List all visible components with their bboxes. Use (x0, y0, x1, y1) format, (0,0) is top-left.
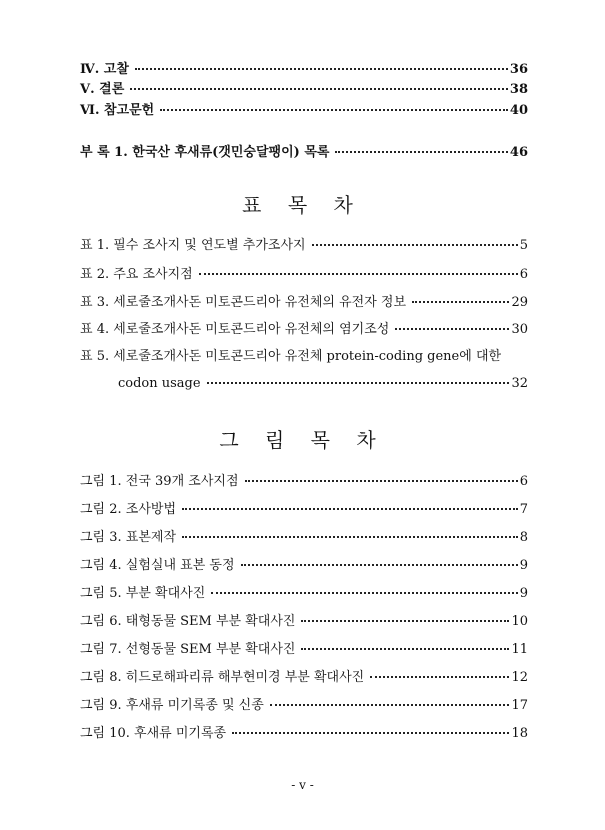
dot-leader (160, 109, 508, 111)
toc-entry-discussion[interactable] (80, 62, 528, 78)
dot-leader (232, 732, 509, 734)
dot-leader (130, 88, 508, 90)
toc-entry-label: 그림 2. 조사방법 (80, 502, 177, 517)
toc-entry-page: 32 (511, 376, 528, 391)
tables-section-title: 표 목 차 (242, 193, 363, 217)
dot-leader (199, 273, 518, 275)
dot-leader (412, 301, 509, 303)
page-number-footer: - v - (291, 778, 314, 792)
toc-entry-page: 17 (511, 698, 528, 713)
toc-entry-label: 그림 9. 후새류 미기록종 및 신종 (80, 698, 264, 713)
toc-entry-page: 9 (519, 586, 528, 601)
toc-entry-page: 40 (509, 103, 528, 118)
figures-section-title: 그 림 목 차 (219, 428, 386, 452)
toc-entry-figure-8[interactable] (80, 670, 528, 686)
dot-leader (182, 508, 518, 510)
dot-leader (335, 151, 507, 153)
toc-entry-figure-5[interactable] (80, 586, 528, 602)
dot-leader (182, 536, 518, 538)
toc-entry-figure-4[interactable] (80, 558, 528, 574)
toc-entry-page: 11 (511, 642, 528, 657)
toc-entry-page: 10 (511, 614, 528, 629)
toc-entry-figure-7[interactable] (80, 642, 528, 658)
toc-entry-label: 그림 4. 실험실내 표본 동정 (80, 558, 235, 573)
toc-entry-label: 그림 3. 표본제작 (80, 530, 177, 545)
toc-entry-page: 46 (509, 145, 528, 160)
toc-entry-label: codon usage (118, 376, 201, 391)
dot-leader (270, 704, 510, 706)
toc-entry-label: 그림 8. 히드로해파리류 해부현미경 부분 확대사진 (80, 670, 365, 685)
toc-entry-table-5-line1[interactable]: 표 5. 세로줄조개사돈 미토콘드리아 유전체 protein-coding gene에 대한 (80, 349, 502, 364)
dot-leader (312, 244, 518, 246)
toc-entry-label: 표 2. 주요 조사지점 (80, 267, 193, 282)
toc-entry-page: 18 (511, 726, 528, 741)
toc-entry-table-4[interactable] (80, 322, 528, 338)
toc-entry-label: 그림 6. 태형동물 SEM 부분 확대사진 (80, 614, 296, 629)
toc-entry-label: 표 4. 세로줄조개사돈 미토콘드리아 유전체의 염기조성 (80, 322, 390, 337)
toc-entry-page: 9 (519, 558, 528, 573)
dot-leader (395, 328, 509, 330)
toc-entry-label: 표 3. 세로줄조개사돈 미토콘드리아 유전체의 유전자 정보 (80, 295, 407, 310)
toc-entry-table-2[interactable] (80, 267, 528, 283)
dot-leader (211, 592, 517, 594)
toc-entry-table-1[interactable] (80, 238, 528, 254)
toc-entry-label: 그림 10. 후새류 미기록종 (80, 726, 227, 741)
toc-entry-table-3[interactable] (80, 295, 528, 311)
toc-entry-label: Ⅳ. 고찰 (80, 62, 129, 77)
toc-entry-label: 부 록 1. 한국산 후새류(갯민숭달팽이) 목록 (80, 145, 330, 160)
toc-entry-label: Ⅵ. 참고문헌 (80, 103, 155, 118)
dot-leader (245, 480, 518, 482)
toc-entry-figure-1[interactable] (80, 474, 528, 490)
toc-entry-page: 5 (519, 238, 528, 253)
toc-entry-label: 그림 7. 선형동물 SEM 부분 확대사진 (80, 642, 296, 657)
toc-entry-page: 7 (519, 502, 528, 517)
toc-entry-table-5[interactable] (118, 376, 528, 392)
toc-entry-page: 6 (519, 474, 528, 489)
toc-entry-appendix-1[interactable] (80, 145, 528, 161)
toc-entry-page: 36 (509, 62, 528, 77)
toc-entry-figure-10[interactable] (80, 726, 528, 742)
toc-entry-label: Ⅴ. 결론 (80, 82, 125, 97)
dot-leader (241, 564, 518, 566)
toc-entry-page: 8 (519, 530, 528, 545)
dot-leader (301, 620, 509, 622)
toc-entry-figure-9[interactable] (80, 698, 528, 714)
toc-entry-references[interactable] (80, 103, 528, 119)
toc-entry-page: 12 (511, 670, 528, 685)
dot-leader (301, 648, 509, 650)
dot-leader (135, 68, 508, 70)
toc-entry-page: 38 (509, 82, 528, 97)
toc-entry-label: 표 1. 필수 조사지 및 연도별 추가조사지 (80, 238, 306, 253)
toc-entry-label: 그림 5. 부분 확대사진 (80, 586, 206, 601)
toc-entry-conclusion[interactable] (80, 82, 528, 98)
toc-entry-figure-6[interactable] (80, 614, 528, 630)
dot-leader (370, 676, 509, 678)
toc-entry-page: 6 (519, 267, 528, 282)
toc-entry-figure-3[interactable] (80, 530, 528, 546)
toc-entry-label: 그림 1. 전국 39개 조사지점 (80, 474, 239, 489)
toc-entry-figure-2[interactable] (80, 502, 528, 518)
dot-leader (207, 382, 510, 384)
toc-entry-page: 30 (511, 322, 528, 337)
toc-entry-page: 29 (511, 295, 528, 310)
